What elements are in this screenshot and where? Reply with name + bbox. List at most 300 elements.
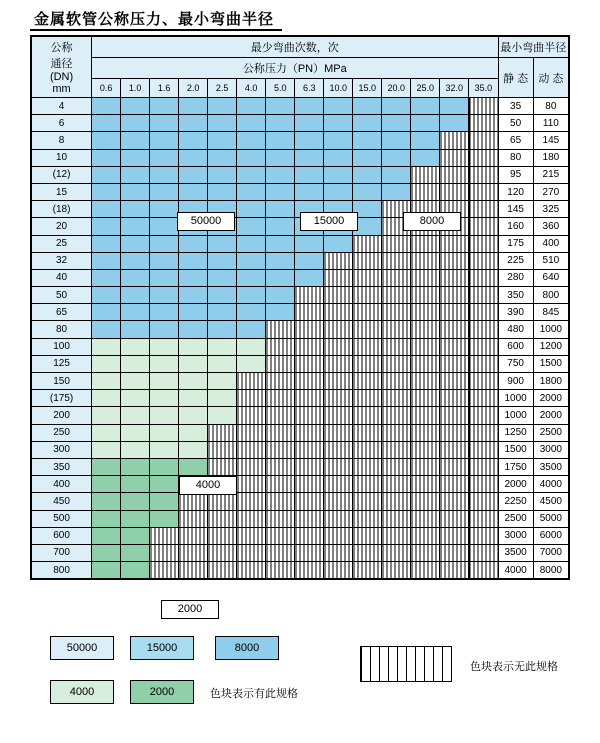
cell-15-10.0 xyxy=(324,183,353,200)
cell-125-25.0 xyxy=(411,355,440,372)
table-body xyxy=(32,98,569,579)
row-dn: 600 xyxy=(32,527,92,544)
cell-600-1.0 xyxy=(121,527,150,544)
cell-25-5.0 xyxy=(266,235,295,252)
cell-150-0.6 xyxy=(92,373,121,390)
cell-65-20.0 xyxy=(382,304,411,321)
cell-400-32.0 xyxy=(440,476,469,493)
table-row xyxy=(32,510,569,527)
cell-250-2.5 xyxy=(208,424,237,441)
cell-250-1.6 xyxy=(150,424,179,441)
cell-6-25.0 xyxy=(411,115,440,132)
cell-400-1.0 xyxy=(121,476,150,493)
cell-15-6.3 xyxy=(295,183,324,200)
row-dynamic-radius: 3500 xyxy=(533,458,568,475)
cell-200-0.6 xyxy=(92,407,121,424)
cell-450-5.0 xyxy=(266,493,295,510)
row-dynamic-radius: 800 xyxy=(533,287,568,304)
table-row xyxy=(32,235,569,252)
cell-150-1.0 xyxy=(121,373,150,390)
cell-80-0.6 xyxy=(92,321,121,338)
row-dynamic-radius: 845 xyxy=(533,304,568,321)
cell-450-32.0 xyxy=(440,493,469,510)
cell-50-25.0 xyxy=(411,287,440,304)
table-row xyxy=(32,355,569,372)
row-static-radius: 50 xyxy=(498,115,533,132)
cell-15-2.0 xyxy=(179,183,208,200)
cell-150-25.0 xyxy=(411,373,440,390)
cell-800-32.0 xyxy=(440,562,469,579)
cell-400-5.0 xyxy=(266,476,295,493)
row-static-radius: 225 xyxy=(498,252,533,269)
cell-200-20.0 xyxy=(382,407,411,424)
cell-600-2.5 xyxy=(208,527,237,544)
cell-(175)-6.3 xyxy=(295,390,324,407)
cell-20-5.0 xyxy=(266,218,295,235)
cell-450-6.3 xyxy=(295,493,324,510)
table-header xyxy=(32,37,569,98)
cell-(18)-4.0 xyxy=(237,201,266,218)
cell-800-25.0 xyxy=(411,562,440,579)
cell-800-1.6 xyxy=(150,562,179,579)
header-pressure-1.0: 1.0 xyxy=(121,79,150,98)
table-row xyxy=(32,424,569,441)
cell-10-0.6 xyxy=(92,149,121,166)
cell-80-4.0 xyxy=(237,321,266,338)
cell-350-25.0 xyxy=(411,458,440,475)
cell-32-1.0 xyxy=(121,252,150,269)
cell-(12)-5.0 xyxy=(266,166,295,183)
cell-300-6.3 xyxy=(295,441,324,458)
row-dynamic-radius: 510 xyxy=(533,252,568,269)
cell-250-35.0 xyxy=(469,424,498,441)
cell-(175)-25.0 xyxy=(411,390,440,407)
header-pressure-32.0: 32.0 xyxy=(440,79,469,98)
cell-125-6.3 xyxy=(295,355,324,372)
cell-600-32.0 xyxy=(440,527,469,544)
cell-600-1.6 xyxy=(150,527,179,544)
row-dynamic-radius: 145 xyxy=(533,132,568,149)
row-dn: 20 xyxy=(32,218,92,235)
cell-4-0.6 xyxy=(92,98,121,115)
row-dynamic-radius: 360 xyxy=(533,218,568,235)
overlay-label-2000: 2000 xyxy=(161,600,219,619)
cell-4-4.0 xyxy=(237,98,266,115)
cell-350-6.3 xyxy=(295,458,324,475)
cell-10-10.0 xyxy=(324,149,353,166)
cell-600-2.0 xyxy=(179,527,208,544)
header-pressure-35.0: 35.0 xyxy=(469,79,498,98)
cell-200-1.0 xyxy=(121,407,150,424)
cell-500-2.5 xyxy=(208,510,237,527)
cell-450-4.0 xyxy=(237,493,266,510)
cell-80-32.0 xyxy=(440,321,469,338)
cell-350-1.6 xyxy=(150,458,179,475)
row-dn: 15 xyxy=(32,183,92,200)
cell-(175)-15.0 xyxy=(353,390,382,407)
cell-300-20.0 xyxy=(382,441,411,458)
cell-450-25.0 xyxy=(411,493,440,510)
cell-800-4.0 xyxy=(237,562,266,579)
cell-(12)-0.6 xyxy=(92,166,121,183)
cell-10-4.0 xyxy=(237,149,266,166)
cell-6-1.0 xyxy=(121,115,150,132)
cell-700-4.0 xyxy=(237,544,266,561)
cell-200-5.0 xyxy=(266,407,295,424)
cell-(175)-1.0 xyxy=(121,390,150,407)
cell-350-10.0 xyxy=(324,458,353,475)
cell-500-10.0 xyxy=(324,510,353,527)
table-row xyxy=(32,441,569,458)
cell-500-25.0 xyxy=(411,510,440,527)
cell-10-15.0 xyxy=(353,149,382,166)
cell-100-4.0 xyxy=(237,338,266,355)
header-pressure-4.0: 4.0 xyxy=(237,79,266,98)
cell-150-32.0 xyxy=(440,373,469,390)
row-dynamic-radius: 400 xyxy=(533,235,568,252)
cell-50-35.0 xyxy=(469,287,498,304)
cell-65-1.6 xyxy=(150,304,179,321)
cell-600-15.0 xyxy=(353,527,382,544)
cell-(12)-4.0 xyxy=(237,166,266,183)
cell-6-2.5 xyxy=(208,115,237,132)
cell-150-20.0 xyxy=(382,373,411,390)
cell-80-35.0 xyxy=(469,321,498,338)
cell-25-4.0 xyxy=(237,235,266,252)
cell-10-20.0 xyxy=(382,149,411,166)
cell-400-15.0 xyxy=(353,476,382,493)
cell-(18)-0.6 xyxy=(92,201,121,218)
cell-600-4.0 xyxy=(237,527,266,544)
header-pressure-10.0: 10.0 xyxy=(324,79,353,98)
overlay-label-8000: 8000 xyxy=(403,212,461,231)
cell-200-35.0 xyxy=(469,407,498,424)
cell-65-0.6 xyxy=(92,304,121,321)
cell-32-1.6 xyxy=(150,252,179,269)
cell-10-1.6 xyxy=(150,149,179,166)
cell-32-10.0 xyxy=(324,252,353,269)
row-dynamic-radius: 1500 xyxy=(533,355,568,372)
title-underline xyxy=(30,29,282,31)
cell-400-1.6 xyxy=(150,476,179,493)
header-min-radius: 最小弯曲半径 xyxy=(498,37,569,58)
cell-10-35.0 xyxy=(469,149,498,166)
cell-100-2.0 xyxy=(179,338,208,355)
cell-25-2.0 xyxy=(179,235,208,252)
cell-25-15.0 xyxy=(353,235,382,252)
cell-125-35.0 xyxy=(469,355,498,372)
cell-200-2.0 xyxy=(179,407,208,424)
cell-32-35.0 xyxy=(469,252,498,269)
cell-32-0.6 xyxy=(92,252,121,269)
cell-400-20.0 xyxy=(382,476,411,493)
cell-200-32.0 xyxy=(440,407,469,424)
table-row xyxy=(32,373,569,390)
row-static-radius: 35 xyxy=(498,98,533,115)
cell-15-1.0 xyxy=(121,183,150,200)
header-row-1 xyxy=(32,37,569,58)
header-static: 静 态 xyxy=(498,58,533,98)
cell-20-35.0 xyxy=(469,218,498,235)
cell-800-15.0 xyxy=(353,562,382,579)
cell-65-10.0 xyxy=(324,304,353,321)
cell-10-2.5 xyxy=(208,149,237,166)
cell-200-25.0 xyxy=(411,407,440,424)
row-dynamic-radius: 6000 xyxy=(533,527,568,544)
cell-65-4.0 xyxy=(237,304,266,321)
row-static-radius: 80 xyxy=(498,149,533,166)
cell-6-4.0 xyxy=(237,115,266,132)
row-dynamic-radius: 2500 xyxy=(533,424,568,441)
cell-125-0.6 xyxy=(92,355,121,372)
cell-100-20.0 xyxy=(382,338,411,355)
table-row xyxy=(32,287,569,304)
legend-pattern-swatch xyxy=(360,646,452,682)
cell-25-6.3 xyxy=(295,235,324,252)
cell-300-25.0 xyxy=(411,441,440,458)
cell-15-25.0 xyxy=(411,183,440,200)
table-row xyxy=(32,115,569,132)
cell-4-2.0 xyxy=(179,98,208,115)
cell-15-5.0 xyxy=(266,183,295,200)
cell-(18)-35.0 xyxy=(469,201,498,218)
cell-40-15.0 xyxy=(353,269,382,286)
row-dn: 25 xyxy=(32,235,92,252)
header-pressure-1.6: 1.6 xyxy=(150,79,179,98)
cell-50-0.6 xyxy=(92,287,121,304)
cell-300-1.6 xyxy=(150,441,179,458)
header-dn-line-2: 通径 xyxy=(50,58,73,70)
cell-700-1.0 xyxy=(121,544,150,561)
cell-250-5.0 xyxy=(266,424,295,441)
cell-250-25.0 xyxy=(411,424,440,441)
cell-8-4.0 xyxy=(237,132,266,149)
cell-300-10.0 xyxy=(324,441,353,458)
cell-150-6.3 xyxy=(295,373,324,390)
spec-table-container xyxy=(30,35,570,615)
row-dynamic-radius: 3000 xyxy=(533,441,568,458)
row-static-radius: 160 xyxy=(498,218,533,235)
cell-4-2.5 xyxy=(208,98,237,115)
cell-250-4.0 xyxy=(237,424,266,441)
table-row xyxy=(32,321,569,338)
row-static-radius: 2250 xyxy=(498,493,533,510)
row-dn: 80 xyxy=(32,321,92,338)
row-dn: 450 xyxy=(32,493,92,510)
cell-80-1.6 xyxy=(150,321,179,338)
cell-40-10.0 xyxy=(324,269,353,286)
row-static-radius: 1000 xyxy=(498,390,533,407)
cell-8-1.0 xyxy=(121,132,150,149)
row-dn: 200 xyxy=(32,407,92,424)
cell-8-20.0 xyxy=(382,132,411,149)
cell-6-2.0 xyxy=(179,115,208,132)
cell-15-2.5 xyxy=(208,183,237,200)
cell-(175)-2.5 xyxy=(208,390,237,407)
cell-700-2.0 xyxy=(179,544,208,561)
cell-450-10.0 xyxy=(324,493,353,510)
cell-80-2.0 xyxy=(179,321,208,338)
cell-125-32.0 xyxy=(440,355,469,372)
row-dynamic-radius: 640 xyxy=(533,269,568,286)
row-static-radius: 900 xyxy=(498,373,533,390)
cell-40-35.0 xyxy=(469,269,498,286)
cell-(12)-1.0 xyxy=(121,166,150,183)
cell-4-5.0 xyxy=(266,98,295,115)
cell-150-5.0 xyxy=(266,373,295,390)
cell-(175)-35.0 xyxy=(469,390,498,407)
cell-300-32.0 xyxy=(440,441,469,458)
row-static-radius: 145 xyxy=(498,201,533,218)
cell-20-1.6 xyxy=(150,218,179,235)
cell-50-10.0 xyxy=(324,287,353,304)
row-dn: (175) xyxy=(32,390,92,407)
cell-25-0.6 xyxy=(92,235,121,252)
cell-8-35.0 xyxy=(469,132,498,149)
table-row xyxy=(32,166,569,183)
cell-700-1.6 xyxy=(150,544,179,561)
cell-600-5.0 xyxy=(266,527,295,544)
cell-150-2.5 xyxy=(208,373,237,390)
cell-15-1.6 xyxy=(150,183,179,200)
cell-20-1.0 xyxy=(121,218,150,235)
cell-32-4.0 xyxy=(237,252,266,269)
cell-40-1.0 xyxy=(121,269,150,286)
cell-(175)-4.0 xyxy=(237,390,266,407)
cell-65-25.0 xyxy=(411,304,440,321)
row-dn: (18) xyxy=(32,201,92,218)
cell-(12)-32.0 xyxy=(440,166,469,183)
cell-800-0.6 xyxy=(92,562,121,579)
cell-500-20.0 xyxy=(382,510,411,527)
cell-450-2.5 xyxy=(208,493,237,510)
cell-(18)-1.6 xyxy=(150,201,179,218)
cell-125-2.0 xyxy=(179,355,208,372)
cell-8-2.5 xyxy=(208,132,237,149)
row-dn: (12) xyxy=(32,166,92,183)
row-dn: 150 xyxy=(32,373,92,390)
cell-400-6.3 xyxy=(295,476,324,493)
row-dynamic-radius: 1800 xyxy=(533,373,568,390)
table-row xyxy=(32,269,569,286)
cell-400-0.6 xyxy=(92,476,121,493)
cell-8-15.0 xyxy=(353,132,382,149)
cell-80-6.3 xyxy=(295,321,324,338)
row-static-radius: 65 xyxy=(498,132,533,149)
cell-250-0.6 xyxy=(92,424,121,441)
header-dn-line-3: (DN) xyxy=(49,71,74,83)
cell-350-2.5 xyxy=(208,458,237,475)
cell-(175)-10.0 xyxy=(324,390,353,407)
cell-500-32.0 xyxy=(440,510,469,527)
row-static-radius: 600 xyxy=(498,338,533,355)
cell-600-35.0 xyxy=(469,527,498,544)
cell-100-25.0 xyxy=(411,338,440,355)
header-dn-line-1: 公称 xyxy=(50,42,73,54)
cell-32-2.0 xyxy=(179,252,208,269)
cell-500-2.0 xyxy=(179,510,208,527)
row-dn: 125 xyxy=(32,355,92,372)
row-dn: 250 xyxy=(32,424,92,441)
table-row xyxy=(32,562,569,579)
cell-4-1.0 xyxy=(121,98,150,115)
cell-50-32.0 xyxy=(440,287,469,304)
row-dynamic-radius: 8000 xyxy=(533,562,568,579)
cell-6-6.3 xyxy=(295,115,324,132)
row-dynamic-radius: 270 xyxy=(533,183,568,200)
cell-500-0.6 xyxy=(92,510,121,527)
cell-125-4.0 xyxy=(237,355,266,372)
cell-450-1.0 xyxy=(121,493,150,510)
cell-4-35.0 xyxy=(469,98,498,115)
cell-100-5.0 xyxy=(266,338,295,355)
cell-10-5.0 xyxy=(266,149,295,166)
table-row xyxy=(32,527,569,544)
cell-40-32.0 xyxy=(440,269,469,286)
cell-400-25.0 xyxy=(411,476,440,493)
row-dynamic-radius: 325 xyxy=(533,201,568,218)
cell-350-20.0 xyxy=(382,458,411,475)
row-dn: 4 xyxy=(32,98,92,115)
row-dynamic-radius: 4500 xyxy=(533,493,568,510)
legend-item-2000: 2000 xyxy=(130,680,194,704)
cell-50-2.0 xyxy=(179,287,208,304)
cell-(12)-25.0 xyxy=(411,166,440,183)
cell-50-4.0 xyxy=(237,287,266,304)
cell-6-5.0 xyxy=(266,115,295,132)
cell-200-1.6 xyxy=(150,407,179,424)
legend-item-8000: 8000 xyxy=(215,636,279,660)
cell-(12)-35.0 xyxy=(469,166,498,183)
cell-80-10.0 xyxy=(324,321,353,338)
row-dn: 40 xyxy=(32,269,92,286)
cell-250-32.0 xyxy=(440,424,469,441)
table-row xyxy=(32,390,569,407)
header-pressure-15.0: 15.0 xyxy=(353,79,382,98)
cell-250-20.0 xyxy=(382,424,411,441)
row-static-radius: 175 xyxy=(498,235,533,252)
header-dn xyxy=(32,37,92,98)
cell-4-25.0 xyxy=(411,98,440,115)
cell-25-35.0 xyxy=(469,235,498,252)
cell-350-0.6 xyxy=(92,458,121,475)
cell-350-32.0 xyxy=(440,458,469,475)
row-dn: 300 xyxy=(32,441,92,458)
cell-65-2.0 xyxy=(179,304,208,321)
cell-250-1.0 xyxy=(121,424,150,441)
cell-800-10.0 xyxy=(324,562,353,579)
row-static-radius: 2500 xyxy=(498,510,533,527)
cell-125-20.0 xyxy=(382,355,411,372)
cell-40-2.5 xyxy=(208,269,237,286)
table-row xyxy=(32,458,569,475)
row-static-radius: 120 xyxy=(498,183,533,200)
cell-40-1.6 xyxy=(150,269,179,286)
cell-25-25.0 xyxy=(411,235,440,252)
cell-4-6.3 xyxy=(295,98,324,115)
cell-10-6.3 xyxy=(295,149,324,166)
legend xyxy=(30,636,570,716)
cell-700-0.6 xyxy=(92,544,121,561)
cell-25-2.5 xyxy=(208,235,237,252)
row-dn: 65 xyxy=(32,304,92,321)
cell-350-1.0 xyxy=(121,458,150,475)
row-dn: 50 xyxy=(32,287,92,304)
cell-450-20.0 xyxy=(382,493,411,510)
cell-700-25.0 xyxy=(411,544,440,561)
cell-32-2.5 xyxy=(208,252,237,269)
cell-(12)-2.5 xyxy=(208,166,237,183)
